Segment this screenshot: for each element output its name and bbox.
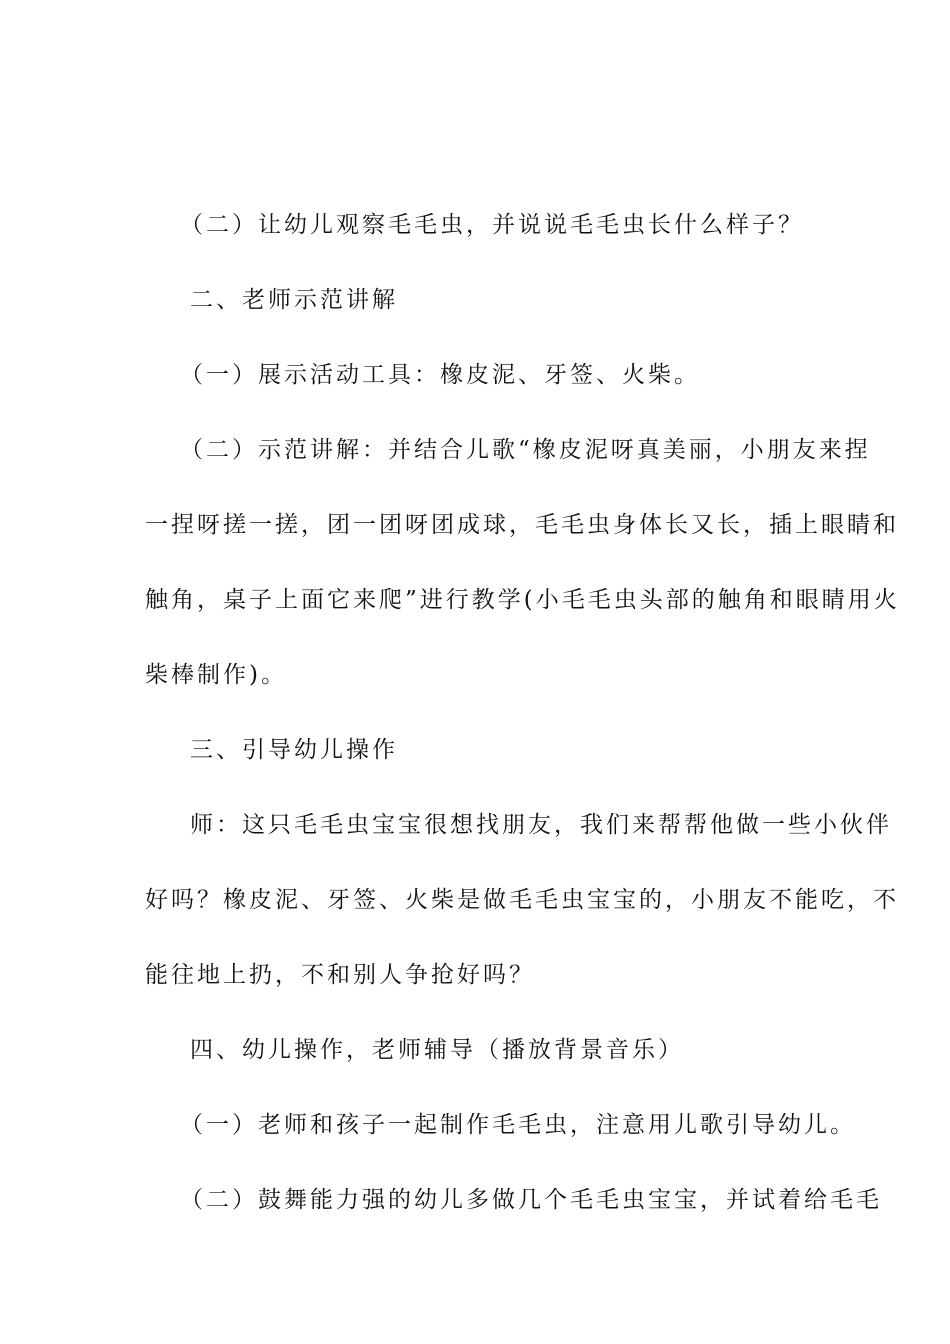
paragraph-line: 师：这只毛毛虫宝宝很想找朋友，我们来帮帮他做一些小伙伴 bbox=[190, 812, 892, 838]
paragraph-line: （一）老师和孩子一起制作毛毛虫，注意用儿歌引导幼儿。 bbox=[180, 1112, 856, 1138]
section-heading: 四、幼儿操作，老师辅导（播放背景音乐） bbox=[190, 1037, 684, 1063]
section-heading: 三、引导幼儿操作 bbox=[190, 737, 398, 763]
paragraph-line: 柴棒制作)。 bbox=[145, 662, 287, 688]
paragraph-line: 触角，桌子上面它来爬”进行教学(小毛毛虫头部的触角和眼睛用火 bbox=[145, 587, 900, 613]
paragraph-line: （二）鼓舞能力强的幼儿多做几个毛毛虫宝宝，并试着给毛毛 bbox=[180, 1187, 882, 1213]
paragraph-line: 好吗？橡皮泥、牙签、火柴是做毛毛虫宝宝的，小朋友不能吃，不 bbox=[145, 887, 899, 913]
paragraph-line: （二）示范讲解：并结合儿歌“橡皮泥呀真美丽，小朋友来捏 bbox=[180, 437, 871, 463]
paragraph-line: 一捏呀搓一搓，团一团呀团成球，毛毛虫身体长又长，插上眼睛和 bbox=[145, 512, 899, 538]
section-heading: 二、老师示范讲解 bbox=[190, 287, 398, 313]
paragraph-line: （一）展示活动工具：橡皮泥、牙签、火柴。 bbox=[180, 362, 700, 388]
paragraph-line: （二）让幼儿观察毛毛虫，并说说毛毛虫长什么样子？ bbox=[180, 212, 804, 238]
paragraph-line: 能往地上扔，不和别人争抢好吗？ bbox=[145, 962, 535, 988]
